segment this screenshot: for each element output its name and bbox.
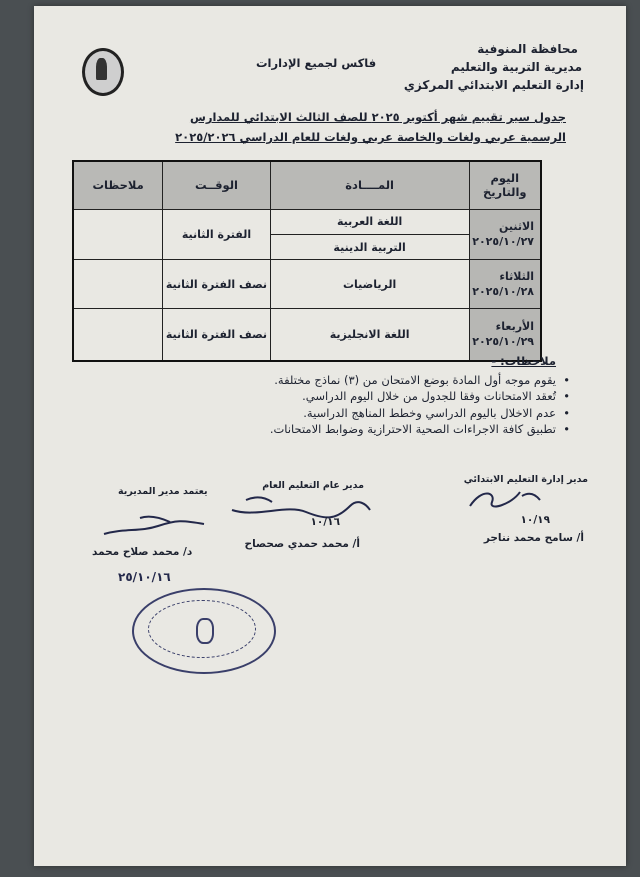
day-date: ٢٠٢٥/١٠/٢٧ bbox=[472, 235, 534, 249]
general-director-name: أ/ محمد حمدي صحصاح bbox=[244, 538, 360, 550]
fax-label: فاكس لجميع الإدارات bbox=[256, 56, 377, 70]
general-director-date: ١٠/١٦ bbox=[310, 516, 340, 528]
notes-cell bbox=[73, 308, 163, 361]
day-date: ٢٠٢٥/١٠/٢٩ bbox=[472, 335, 534, 349]
header-subject: المــــادة bbox=[270, 161, 469, 209]
directorate-signature bbox=[100, 510, 210, 540]
note-item: • تطبيق كافة الاجراءات الصحية الاحترازية وضوابط الامتحانات. bbox=[270, 421, 570, 438]
notes-cell bbox=[73, 260, 163, 309]
title-line-2: الرسمية عربي ولغات والخاصة عربي ولغات للعام الدراسي ٢٠٢٥/٢٠٢٦ bbox=[175, 130, 566, 144]
time-cell: نصف الفترة الثانية bbox=[163, 260, 270, 309]
primary-director-name: أ/ سامح محمد نناجر bbox=[483, 532, 584, 544]
general-director-title: مدير عام التعليم العام bbox=[262, 480, 364, 491]
directorate-name: د/ محمد صلاح محمد bbox=[92, 546, 193, 558]
subject-cell: الرياضيات bbox=[270, 260, 469, 309]
day-cell bbox=[469, 260, 541, 309]
day-cell bbox=[469, 209, 541, 260]
header-day: اليوم والتاريخ bbox=[469, 161, 541, 209]
primary-director-date: ١٠/١٩ bbox=[520, 514, 550, 526]
note-item: • يقوم موجه أول المادة بوضع الامتحان من (٣) نماذج مختلفة. bbox=[270, 372, 570, 389]
time-cell: الفترة الثانية bbox=[163, 209, 270, 260]
table-row bbox=[73, 260, 541, 309]
title-line-1: جدول سير تقييم شهر أكتوبر ٢٠٢٥ للصف الثالث الابتدائي للمدارس bbox=[189, 110, 566, 124]
note-item: • عدم الاخلال باليوم الدراسي وخطط المناهج الدراسية. bbox=[270, 405, 570, 422]
notes-list bbox=[270, 372, 570, 438]
stamp-emblem-icon bbox=[196, 618, 214, 644]
primary-director-title: مدير إدارة التعليم الابتدائي bbox=[463, 474, 588, 485]
table-row bbox=[73, 209, 541, 234]
eagle-emblem-icon bbox=[82, 48, 124, 96]
general-director-signature bbox=[226, 490, 376, 526]
governorate-label: محافظة المنوفية bbox=[477, 42, 578, 56]
day-name: الثلاثاء bbox=[499, 270, 534, 284]
day-name: الاثنين bbox=[499, 220, 534, 234]
directorate-label: مديرية التربية والتعليم bbox=[450, 60, 582, 74]
header-notes: ملاحظات bbox=[73, 161, 163, 209]
day-name: الأربعاء bbox=[495, 320, 534, 334]
time-cell: نصف الفترة الثانية bbox=[163, 308, 270, 361]
official-stamp bbox=[132, 588, 276, 674]
subject-cell: التربية الدينية bbox=[270, 234, 469, 259]
directorate-approval-title: يعتمد مدير المديرية bbox=[118, 486, 208, 497]
header-time: الوقــت bbox=[163, 161, 270, 209]
table-header-row bbox=[73, 161, 541, 209]
schedule-table bbox=[72, 160, 542, 362]
primary-director-signature bbox=[462, 484, 552, 514]
note-item: • تُعقد الامتحانات وفقا للجدول من خلال اليوم الدراسي. bbox=[270, 388, 570, 405]
directorate-date: ٢٥/١٠/١٦ bbox=[118, 570, 171, 584]
notes-label: ملاحظات: - bbox=[491, 354, 556, 368]
subject-cell: اللغة الانجليزية bbox=[270, 308, 469, 361]
day-date: ٢٠٢٥/١٠/٢٨ bbox=[472, 285, 534, 299]
department-label: إدارة التعليم الابتدائي المركزي bbox=[403, 78, 584, 92]
notes-cell bbox=[73, 209, 163, 260]
notes-section bbox=[270, 353, 570, 438]
subject-cell: اللغة العربية bbox=[270, 209, 469, 234]
